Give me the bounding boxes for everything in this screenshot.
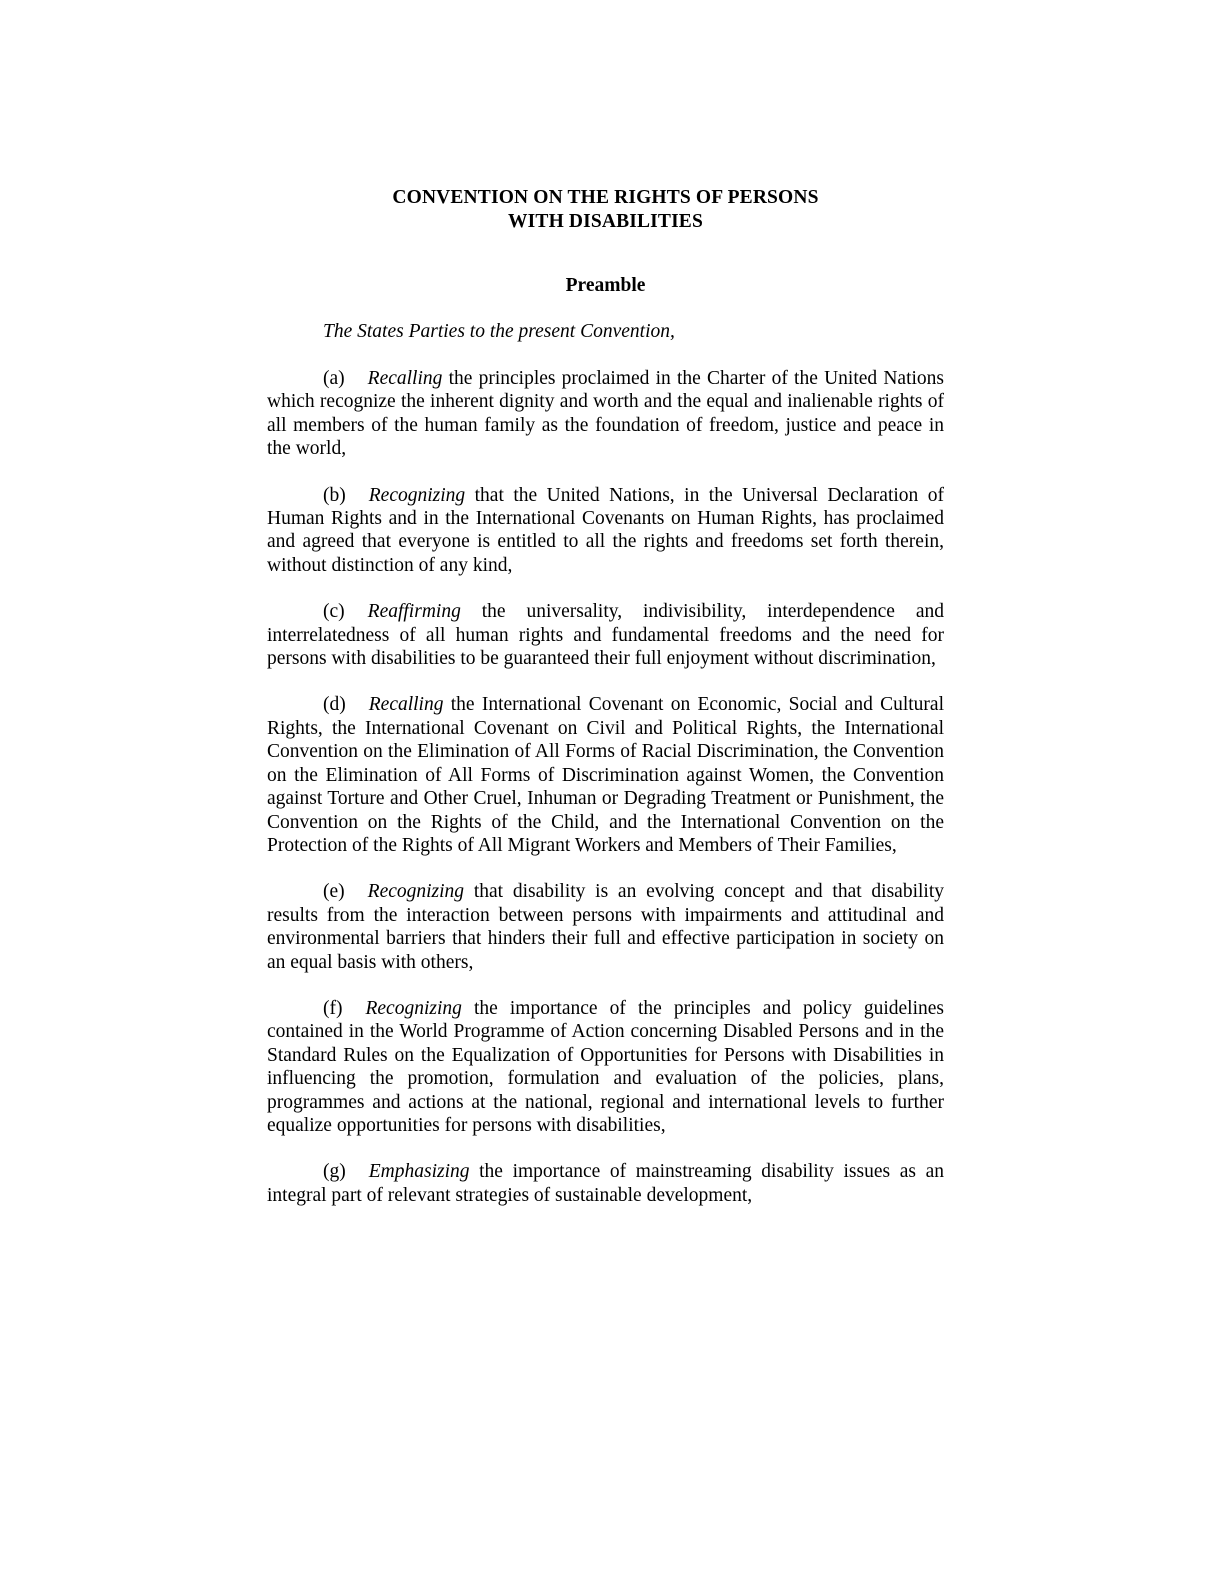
- clause-keyword: Recognizing: [368, 484, 466, 506]
- clause-body: the importance of the principles and policy guidelines contained in the World Programme of Action concerning Disabled Persons and in the Standard Rules on the Equalization of Opportunities for Persons with Disabilities in influencing the promotion, formulation and evaluation of the policies, plans, programmes and actions at the national, regional and international levels to further equalize opportunities for persons with disabilities,: [267, 997, 944, 1136]
- clause-keyword: Reaffirming: [367, 601, 461, 623]
- clause-marker: (e): [323, 881, 345, 903]
- preamble-clause: [267, 670, 944, 857]
- preamble-clause: [267, 577, 944, 670]
- clause-body: the importance of mainstreaming disability issues as an integral part of relevant strategies of sustainable development,: [267, 1161, 944, 1206]
- preamble-intro-line: The States Parties to the present Convention,: [323, 321, 675, 342]
- preamble-clause: [267, 344, 944, 461]
- clause-body: the International Covenant on Economic, Social and Cultural Rights, the International Covenant on Civil and Political Rights, the International Convention on the Elimination of All Forms of Racial Discrimination, the Convention on the Elimination of All Forms of Discrimination against Women, the Convention against Torture and Other Cruel, Inhuman or Degrading Treatment or Punishment, the Convention on the Rights of the Child, and the International Convention on the Protection of the Rights of All Migrant Workers and Members of Their Families,: [267, 694, 944, 856]
- clause-keyword: Emphasizing: [368, 1161, 470, 1183]
- clause-marker: (g): [323, 1161, 346, 1183]
- section-heading-preamble: Preamble: [565, 275, 646, 296]
- page-title-line-1: CONVENTION ON THE RIGHTS OF PERSONS: [392, 187, 819, 208]
- clause-marker: (f): [323, 997, 343, 1019]
- clause-marker: (b): [323, 484, 346, 506]
- clause-body: the universality, indivisibility, interdependence and interrelatedness of all human rights and fundamental freedoms and the need for persons with disabilities to be guaranteed their full enjoyment without discrimination,: [267, 601, 944, 670]
- clause-marker: (c): [323, 601, 345, 623]
- preamble-clause-list: [267, 344, 944, 1207]
- page-title-line-2: WITH DISABILITIES: [508, 211, 703, 232]
- clause-body: that the United Nations, in the Universal Declaration of Human Rights and in the International Covenants on Human Rights, has proclaimed and agreed that everyone is entitled to all the rights and freedoms set forth therein, without distinction of any kind,: [267, 484, 944, 576]
- clause-body: the principles proclaimed in the Charter of the United Nations which recognize the inherent dignity and worth and the equal and inalienable rights of all members of the human family as the foundation of freedom, justice and peace in the world,: [267, 368, 944, 460]
- preamble-clause: [267, 461, 944, 578]
- clause-keyword: Recalling: [367, 368, 443, 389]
- page-title: [267, 186, 944, 234]
- preamble-clause: [267, 974, 944, 1137]
- clause-body: that disability is an evolving concept and that disability results from the interaction between persons with impairments and attitudinal and environmental barriers that hinders their full and effective participation in society on an equal basis with others,: [267, 881, 944, 973]
- clause-marker: (a): [323, 368, 345, 389]
- clause-keyword: Recalling: [368, 694, 444, 716]
- preamble-clause: [267, 857, 944, 974]
- clause-marker: (d): [323, 694, 346, 716]
- clause-keyword: Recognizing: [367, 881, 465, 903]
- document-content: [267, 186, 944, 1207]
- clause-keyword: Recognizing: [365, 997, 462, 1019]
- preamble-clause: [267, 1137, 944, 1207]
